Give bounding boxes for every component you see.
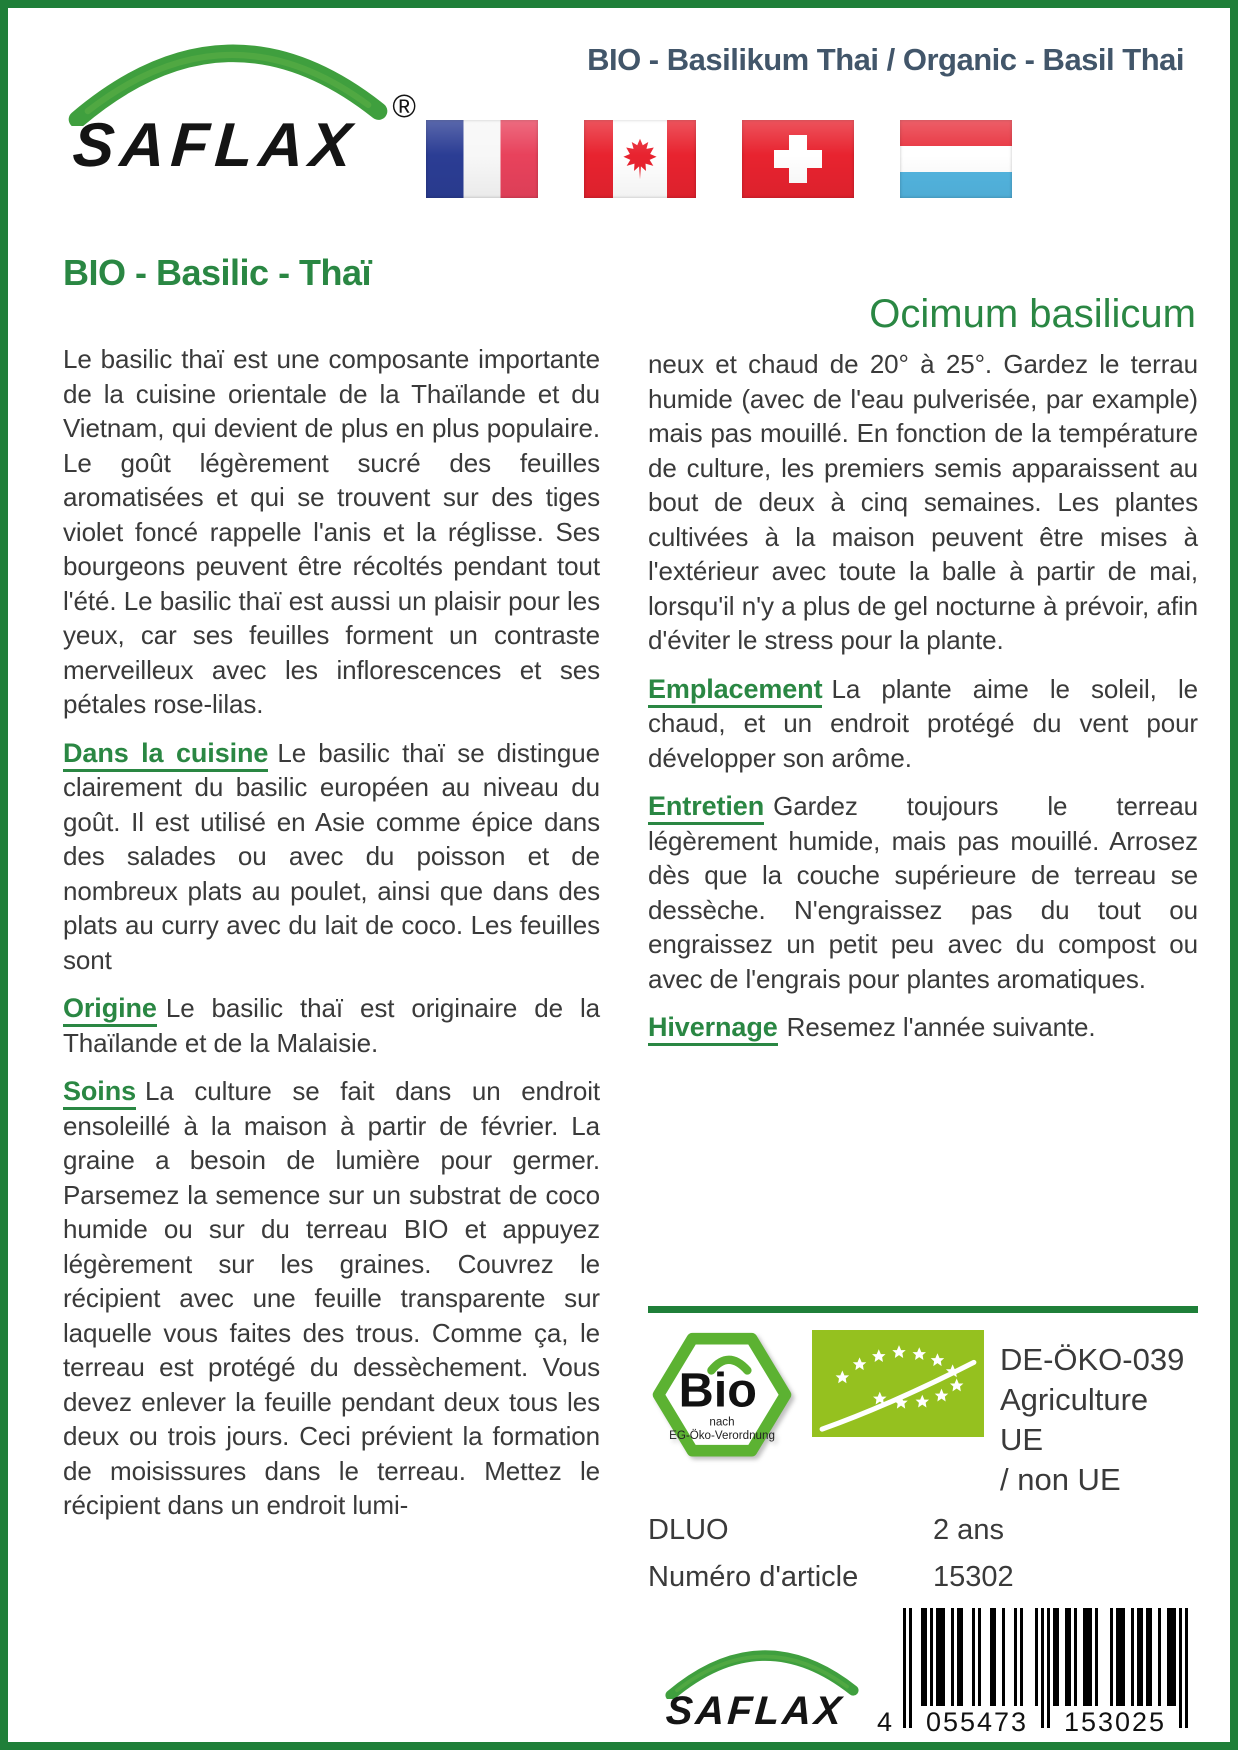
section-title: Dans la cuisine xyxy=(63,738,268,772)
saflax-logo xyxy=(63,22,416,181)
flag-canada-icon xyxy=(584,120,696,198)
flag-france-icon xyxy=(426,120,538,198)
bio-seal-subtext-2: EG-Öko-Verordnung xyxy=(669,1429,775,1443)
ean-barcode xyxy=(877,1608,1188,1737)
section-text: La culture se fait dans un endroit ensoleillé à la maison à partir de février. La graine a besoin de lumière pour germer. Parsemez la semence sur un substrat de coco humide ou sur du terreau BIO et appuyez légèrement sur les graines. Couvrez le récipient avec une feuille transparente sur laquelle vous faites des trous. Comme ça, le terreau est protégé du dessèchement. Vous devez enlever la feuille pendant deux tous les deux ou trois jours. Ceci prévient la formation de moisissures dans le terreau. Mettez le récipient dans un endroit lumi- xyxy=(63,1076,600,1520)
info-row-dluo xyxy=(648,1514,1198,1547)
continuation-paragraph xyxy=(648,347,1198,658)
eu-organic-leaf-icon xyxy=(812,1330,984,1437)
section-emplacement xyxy=(648,672,1198,776)
saflax-footer-logo xyxy=(662,1637,867,1734)
certification-logos xyxy=(648,1326,1198,1500)
left-column xyxy=(63,248,600,1537)
barcode-digits-right: 153025 xyxy=(1063,1707,1167,1737)
product-title: BIO - Basilikum Thai / Organic - Basil Thai xyxy=(587,42,1184,77)
bio-seal-subtext-1: nach xyxy=(709,1415,735,1429)
intro-text: Le basilic thaï est une composante importante de la cuisine orientale de la Thaïlande et du Vietnam, qui devient de plus en plus populaire. Le goût légèrement sucré des feuilles aromatisées et qui se trouvent sur des tiges violet foncé rappelle l'anis et la réglisse. Ses bourgeons peuvent être récoltés pendant tout l'été. Le basilic thaï est aussi un plaisir pour les yeux, car ses feuilles forment un contraste merveilleux avec les inflorescences et ses pétales rose-lilas. xyxy=(63,344,600,719)
language-flags xyxy=(426,120,1012,198)
section-soins xyxy=(63,1074,600,1523)
section-text: Resemez l'année suivante. xyxy=(786,1012,1096,1042)
german-bio-seal-icon xyxy=(648,1326,796,1463)
right-column xyxy=(648,248,1198,1737)
swiss-cross-icon xyxy=(789,135,807,183)
header xyxy=(8,8,1230,248)
maple-leaf-icon xyxy=(617,136,663,182)
info-value: 2 ans xyxy=(933,1514,1004,1546)
eco-code: DE-ÖKO-039 xyxy=(1000,1342,1185,1377)
page-title: BIO - Basilic - Thaï xyxy=(63,252,372,293)
eco-certification-text xyxy=(1000,1326,1198,1500)
section-title: Soins xyxy=(63,1076,136,1110)
section-title: Emplacement xyxy=(648,674,822,708)
section-text: Le basilic thaï se distingue clairement du basilic européen au niveau du goût. Il est utilisé en Asie comme épice dans des salades ou avec du poisson et de nombreux plats au poulet, ainsi que dans des plats au curry avec du lait de coco. Les feuilles sont xyxy=(63,737,600,975)
continuation-text: neux et chaud de 20° à 25°. Gardez le terrau humide (avec de l'eau pulverisée, par example) mais pas mouillé. En fonction de la température de culture, les premiers semis apparaissent au bout de deux à cinq semaines. Les plantes cultivées à la maison peuvent être mises à l'extérieur avec toute la balle à partir de mai, lorsqu'il n'y a plus de gel nocturne à prévoir, afin d'éviter le stress pour la plante. xyxy=(648,349,1198,655)
barcode-digits-left: 055473 xyxy=(925,1707,1029,1737)
info-label: DLUO xyxy=(648,1514,729,1546)
section-title: Origine xyxy=(63,993,157,1027)
section-text: La plante aime le soleil, le chaud, et un endroit protégé du vent pour développer son arôme. xyxy=(648,673,1198,773)
section-entretien xyxy=(648,789,1198,996)
bio-seal-word: Bio xyxy=(678,1363,757,1418)
divider xyxy=(648,1306,1198,1313)
info-value: 15302 xyxy=(933,1561,1014,1593)
main-content xyxy=(8,248,1230,1737)
intro-paragraph xyxy=(63,342,600,722)
flag-luxembourg-icon xyxy=(900,120,1012,198)
section-text: Le basilic thaï est originaire de la Thaïlande et de la Malaisie. xyxy=(63,993,600,1058)
info-label: Numéro d'article xyxy=(648,1561,859,1593)
eco-agriculture-line1: Agriculture UE xyxy=(1000,1382,1149,1457)
product-info-rows xyxy=(648,1514,1198,1594)
info-row-article-number xyxy=(648,1561,1198,1594)
barcode-digit-prefix: 4 xyxy=(877,1707,893,1737)
eco-agriculture-line2: / non UE xyxy=(1000,1462,1121,1497)
section-origine xyxy=(63,991,600,1060)
certification-block xyxy=(648,1306,1198,1737)
footer xyxy=(648,1608,1198,1737)
section-title: Hivernage xyxy=(648,1012,778,1046)
section-cuisine xyxy=(63,736,600,978)
flag-switzerland-icon xyxy=(742,120,854,198)
section-text: Gardez toujours le terreau légèrement humide, mais pas mouillé. Arrosez dès que la couche supérieure de terreau se dessèche. N'engraissez pas du tout ou engraissez un petit peu avec du compost ou avec de l'engrais pour plantes aromatiques. xyxy=(648,791,1198,994)
registered-trademark-icon: ® xyxy=(392,88,416,124)
section-hivernage xyxy=(648,1010,1198,1045)
brand-wordmark: SAFLAX xyxy=(70,111,360,180)
section-title: Entretien xyxy=(648,791,764,825)
species-title: Ocimum basilicum xyxy=(869,292,1196,336)
brand-wordmark: SAFLAX xyxy=(664,1689,846,1733)
